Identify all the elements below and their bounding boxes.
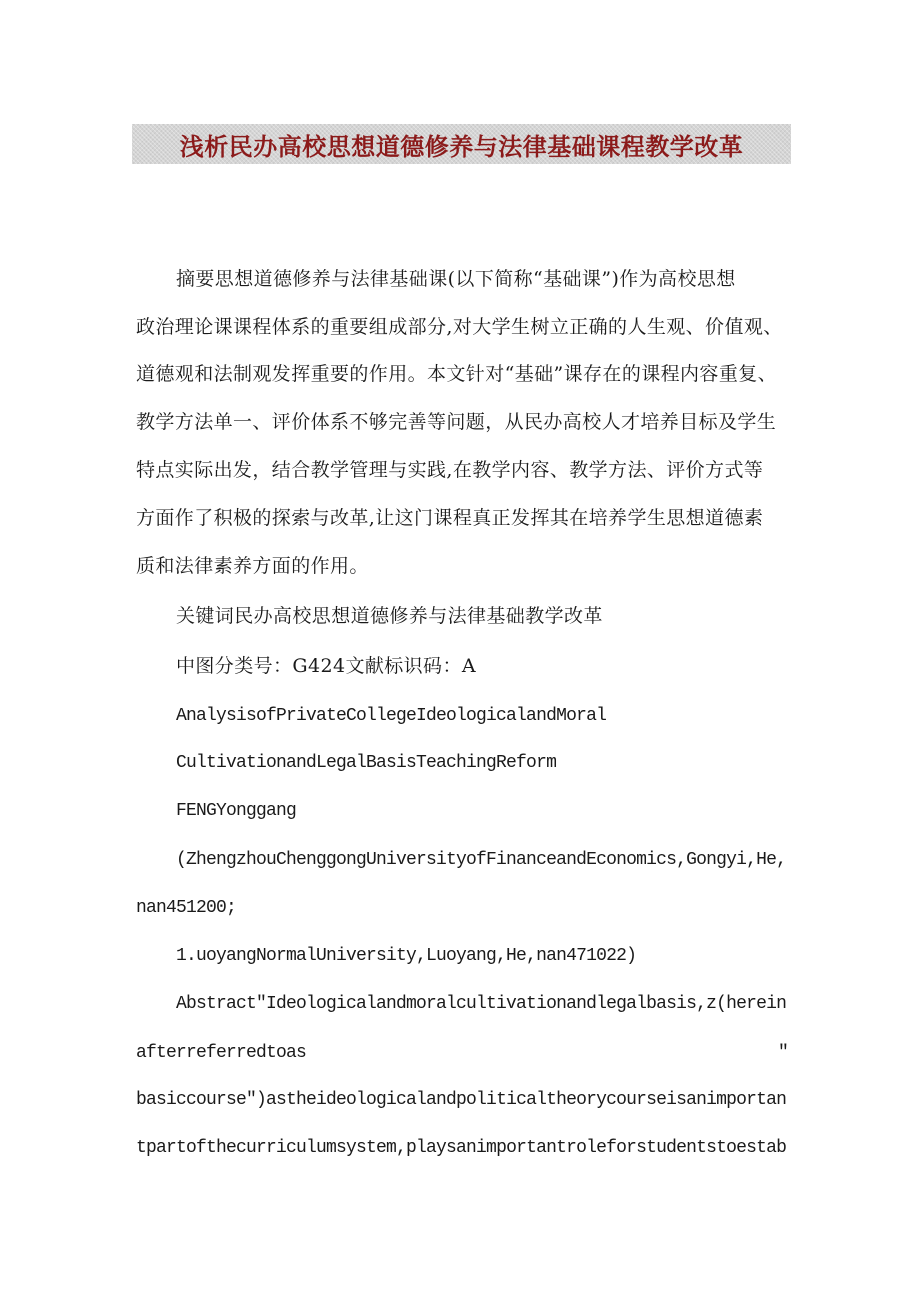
abstract-cn-line-2: 政治理论课课程体系的重要组成部分,对大学生树立正确的人生观、价值观、 (136, 316, 783, 338)
abstract-cn-line-1: 摘要思想道德修养与法律基础课(以下简称“基础课”)作为高校思想 (176, 268, 736, 290)
english-title-line-2: CultivationandLegalBasisTeachingReform (176, 753, 557, 773)
affiliation-line-3: 1.uoyangNormalUniversity,Luoyang,He,nan471022) (176, 946, 637, 966)
english-title-line-1: AnalysisofPrivateCollegeIdeologicalandMoral (176, 706, 607, 726)
abstract-en-line-1: Abstract"Ideologicalandmoralcultivationandlegalbasis,z(herein (176, 994, 787, 1014)
abstract-cn-line-6: 方面作了积极的探索与改革,让这门课程真正发挥其在培养学生思想道德素 (136, 507, 764, 529)
abstract-cn-line-3: 道德观和法制观发挥重要的作用。本文针对“基础”课存在的课程内容重复、 (136, 363, 778, 385)
abstract-en-line-2-right: " (777, 1043, 788, 1063)
document-title: 浅析民办高校思想道德修养与法律基础课程教学改革 (179, 132, 744, 161)
classification: 中图分类号：G424文献标识码：A (176, 655, 476, 677)
abstract-cn-line-5: 特点实际出发，结合教学管理与实践,在教学内容、教学方法、评价方式等 (136, 459, 764, 481)
abstract-cn-line-7: 质和法律素养方面的作用。 (136, 555, 369, 577)
abstract-en-line-3: basiccourse")astheideologicalandpoliticaltheorycourseisanimportan (136, 1090, 787, 1110)
abstract-cn-line-4: 教学方法单一、评价体系不够完善等问题，从民办高校人才培养目标及学生 (136, 411, 777, 433)
affiliation-line-1: (ZhengzhouChenggongUniversityofFinanceandEconomics,Gongyi,He, (176, 850, 787, 870)
abstract-en-line-2-left: afterreferredtoas (136, 1043, 307, 1063)
abstract-en-line-4: tpartofthecurriculumsystem,playsanimportantroleforstudentstoestab (136, 1138, 787, 1158)
title-banner (132, 124, 791, 164)
author-name: FENGYonggang (176, 801, 297, 821)
abstract-en-line-2 (136, 1041, 788, 1065)
keywords: 关键词民办高校思想道德修养与法律基础教学改革 (176, 605, 603, 627)
affiliation-line-2: nan451200; (136, 898, 237, 918)
